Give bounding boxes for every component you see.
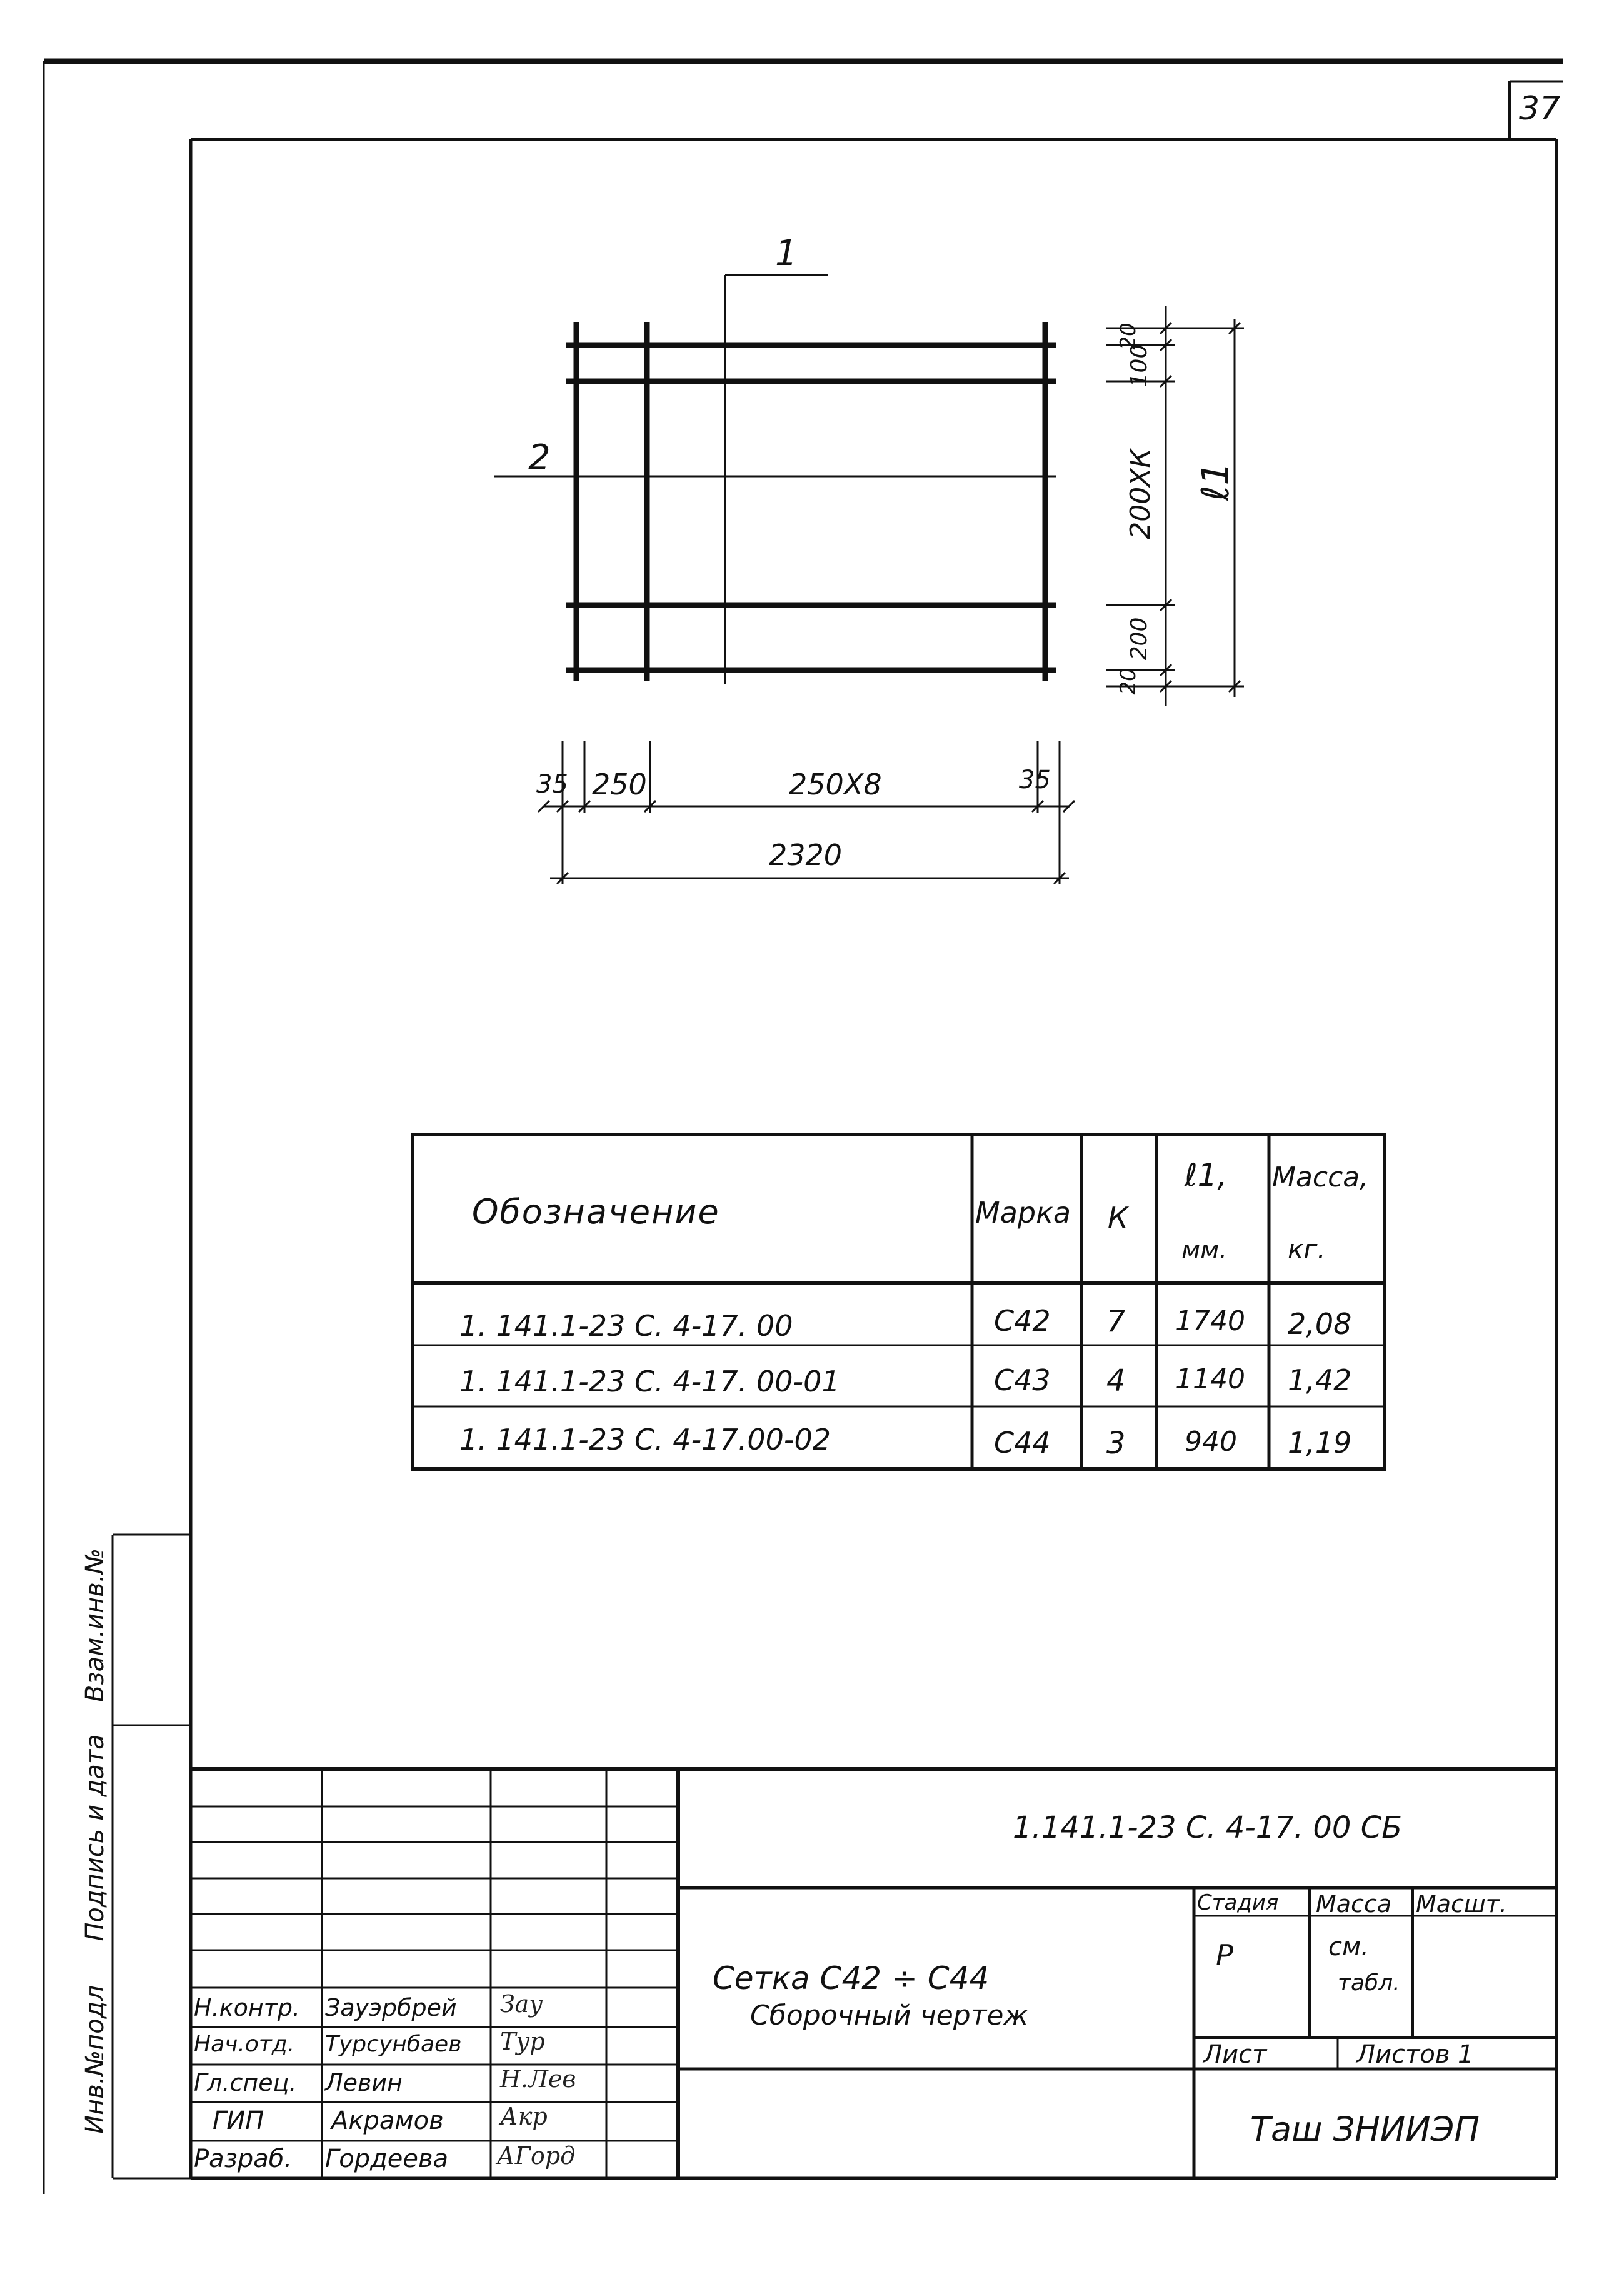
row-l1: 940 (1185, 1426, 1237, 1458)
signatory-name: Зауэрбрей (325, 1994, 457, 2021)
header-mass-line1: Масса, (1272, 1161, 1369, 1193)
signatory-name: Левин (325, 2069, 403, 2096)
dim-total-2320: 2320 (769, 838, 843, 872)
row-mark: С44 (994, 1426, 1051, 1460)
signatory-role: Разраб. (194, 2145, 293, 2173)
dim-v-20-top: 20 (1116, 323, 1141, 350)
sheet-number: 37 (1519, 90, 1561, 128)
dim-v-200: 200 (1126, 617, 1152, 661)
dim-v-100: 100 (1126, 344, 1152, 388)
signatory-role: Гл.спец. (194, 2069, 297, 2096)
stage-value: Р (1216, 1938, 1233, 1972)
side-stamp-inv-podl: Инв.№подл (81, 1985, 109, 2134)
mass-value-line2: табл. (1338, 1970, 1400, 1996)
header-l1-line1: ℓ1, (1185, 1157, 1228, 1193)
side-stamp-frame (113, 1535, 191, 2178)
row-k: 3 (1106, 1426, 1126, 1461)
callout-2: 2 (528, 438, 551, 478)
signatory-name: Турсунбаев (325, 2031, 462, 2057)
callout-1: 1 (775, 233, 798, 274)
row-k: 7 (1106, 1304, 1126, 1339)
signatory-signature: АГорд (497, 2142, 576, 2170)
row-designation: 1. 141.1-23 С. 4-17. 00 (459, 1309, 793, 1343)
signatory-name: Акрамов (331, 2106, 444, 2135)
signatory-role: Нач.отд. (194, 2031, 295, 2057)
header-mark: Марка (975, 1196, 1071, 1230)
side-stamp-vzam-inv: Взам.инв.№ (81, 1548, 109, 1703)
row-designation: 1. 141.1-23 С. 4-17. 00-01 (459, 1365, 840, 1398)
scale-label: Масшт. (1416, 1890, 1507, 1918)
doc-code: 1.141.1-23 С. 4-17. 00 СБ (1013, 1810, 1403, 1845)
header-mass-line2: кг. (1288, 1234, 1326, 1265)
row-mass: 2,08 (1288, 1307, 1352, 1341)
row-mark: С43 (994, 1363, 1051, 1397)
signatory-role: ГИП (213, 2106, 264, 2135)
signatory-signature: Зау (500, 1990, 543, 2018)
dim-l1: ℓ1 (1194, 461, 1238, 501)
signatory-role: Н.контр. (194, 1994, 301, 2021)
organization: Таш ЗНИИЭП (1250, 2110, 1480, 2149)
stage-label: Стадия (1197, 1890, 1279, 1915)
signatory-name: Гордеева (325, 2145, 449, 2173)
header-k: К (1108, 1201, 1128, 1235)
signatory-signature: Н.Лев (500, 2065, 576, 2093)
drawing-name-line1: Сетка С42 ÷ С44 (713, 1960, 990, 1996)
signatory-signature: Тур (500, 2028, 545, 2055)
dim-v-200xk: 200ХК (1125, 448, 1156, 539)
row-mark: С42 (994, 1304, 1051, 1338)
side-stamp-podpis-data: Подпись и дата (81, 1734, 109, 1941)
sheet-label: Лист (1203, 2040, 1267, 2069)
mass-label: Масса (1316, 1890, 1392, 1918)
drawing-name-line2: Сборочный чертеж (750, 2000, 1029, 2031)
mass-value-line1: см. (1328, 1933, 1369, 1961)
row-l1: 1740 (1175, 1305, 1245, 1337)
header-l1-line2: мм. (1181, 1236, 1228, 1265)
sheets-label: Листов 1 (1356, 2040, 1474, 2069)
row-l1: 1140 (1175, 1363, 1245, 1395)
row-designation: 1. 141.1-23 С. 4-17.00-02 (459, 1423, 831, 1456)
spec-table-grid (413, 1134, 1385, 1469)
row-mass: 1,42 (1288, 1363, 1352, 1397)
dim-left-35: 35 (536, 770, 568, 799)
dim-250x8: 250Х8 (789, 768, 882, 801)
header-designation: Обозначение (472, 1192, 720, 1231)
row-mass: 1,19 (1288, 1426, 1352, 1460)
signatory-signature: Акр (500, 2103, 548, 2130)
dim-250: 250 (592, 768, 647, 801)
mesh-plan (494, 275, 1056, 684)
dim-v-20-bot: 20 (1116, 668, 1141, 695)
row-k: 4 (1106, 1363, 1126, 1398)
dim-right-35: 35 (1019, 766, 1051, 794)
